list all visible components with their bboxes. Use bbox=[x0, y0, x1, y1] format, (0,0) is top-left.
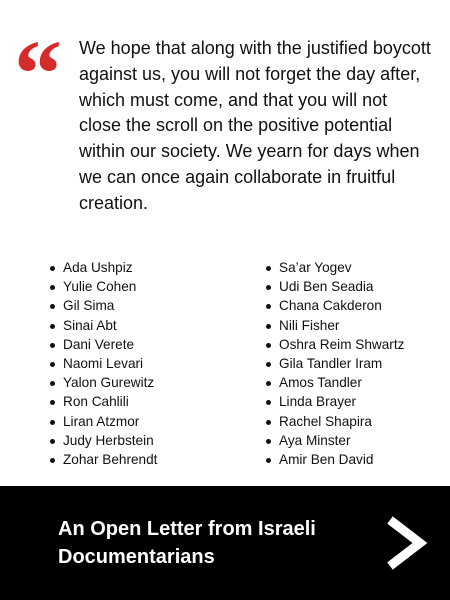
signatory-name: Aya Minster bbox=[264, 431, 404, 450]
quote-text: We hope that along with the justified boycott against us, you will not forget the day after, which must come, and that you will not close the scroll on the positive potential within our society. We yearn for days when we can once again collaborate in fruitful creation. bbox=[79, 38, 431, 213]
signatory-name: Rachel Shapira bbox=[264, 412, 404, 431]
signatory-name: Liran Atzmor bbox=[48, 412, 264, 431]
signatory-name: Yulie Cohen bbox=[48, 277, 264, 296]
signatory-name: Yalon Gurewitz bbox=[48, 373, 264, 392]
signatories-list bbox=[48, 258, 432, 469]
signatory-name: Gil Sima bbox=[48, 296, 264, 315]
signatory-name: Udi Ben Seadia bbox=[264, 277, 404, 296]
signatory-name: Oshra Reim Shwartz bbox=[264, 335, 404, 354]
signatory-name: Naomi Levari bbox=[48, 354, 264, 373]
footer-title: An Open Letter from Israeli Documentarians bbox=[58, 518, 316, 568]
quote-mark-icon: “ bbox=[14, 20, 58, 127]
signatory-name: Ron Cahlili bbox=[48, 392, 264, 411]
signatories-column-left bbox=[48, 258, 264, 469]
signatories-column-right bbox=[264, 258, 404, 469]
signatory-name: Sa’ar Yogev bbox=[264, 258, 404, 277]
signatory-name: Amos Tandler bbox=[264, 373, 404, 392]
signatory-name: Chana Cakderon bbox=[264, 296, 404, 315]
signatory-name: Judy Herbstein bbox=[48, 431, 264, 450]
signatory-name: Dani Verete bbox=[48, 335, 264, 354]
signatory-name: Nili Fisher bbox=[264, 316, 404, 335]
signatory-name: Linda Brayer bbox=[264, 392, 404, 411]
footer-banner bbox=[0, 486, 450, 600]
signatory-name: Amir Ben David bbox=[264, 450, 404, 469]
signatory-name: Ada Ushpiz bbox=[48, 258, 264, 277]
chevron-right-icon[interactable] bbox=[380, 515, 430, 571]
signatory-name: Gila Tandler Iram bbox=[264, 354, 404, 373]
signatory-name: Sinai Abt bbox=[48, 316, 264, 335]
signatory-name: Zohar Behrendt bbox=[48, 450, 264, 469]
